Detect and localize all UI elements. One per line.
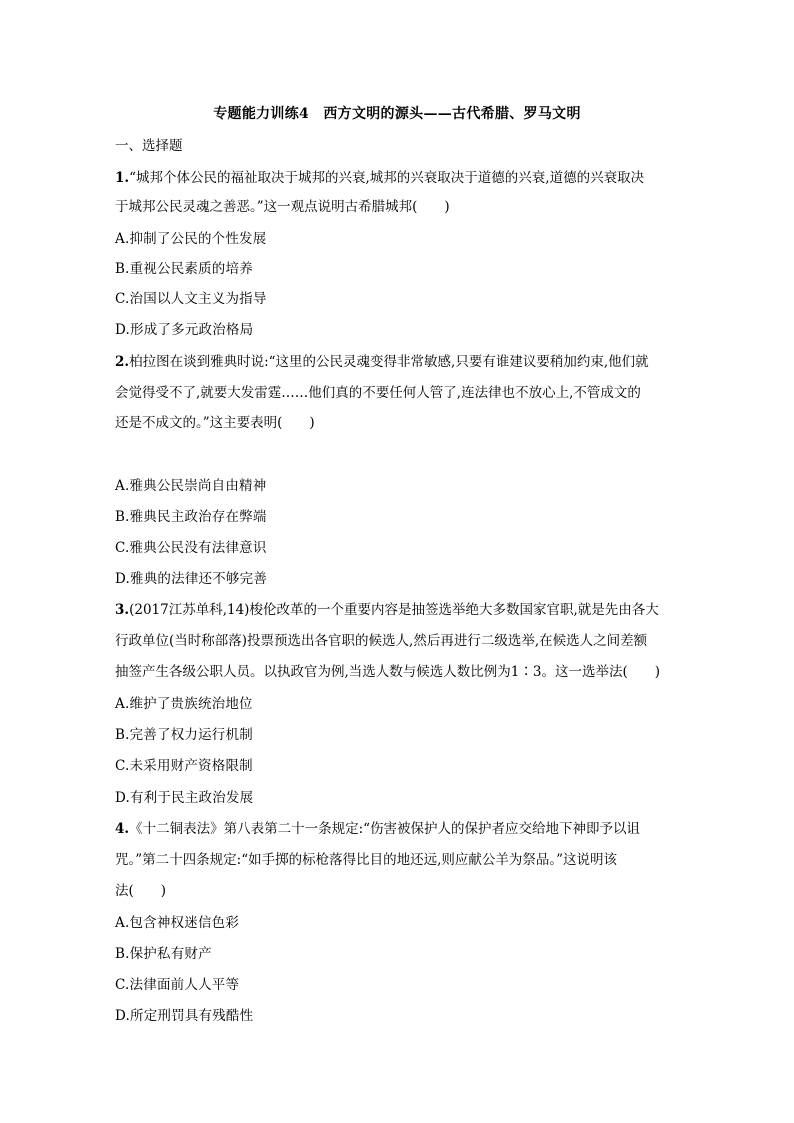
question-1-line-1: 1.“城邦个体公民的福祉取决于城邦的兴衰,城邦的兴衰取决于道德的兴衰,道德的兴衰取决: [115, 170, 645, 186]
question-number: 1.: [115, 170, 130, 186]
question-1-option-b: B.重视公民素质的培养: [115, 261, 253, 277]
question-4-option-d: D.所定刑罚具有残酷性: [115, 1008, 254, 1024]
page-title: 专题能力训练4 西方文明的源头——古代希腊、罗马文明: [213, 106, 581, 122]
question-4-option-b: B.保护私有财产: [115, 946, 212, 962]
question-2-option-d: D.雅典的法律还不够完善: [115, 571, 268, 587]
question-3-option-b: B.完善了权力运行机制: [115, 727, 253, 743]
question-1-option-d: D.形成了多元政治格局: [115, 322, 254, 338]
question-3-option-a: A.维护了贵族统治地位: [115, 696, 253, 712]
question-4-option-a: A.包含神权迷信色彩: [115, 915, 240, 931]
question-1-option-a: A.抑制了公民的个性发展: [115, 231, 267, 247]
question-3-option-c: C.未采用财产资格限制: [115, 758, 253, 774]
question-4-line-1: 4.《十二铜表法》第八表第二十一条规定:“伤害被保护人的保护者应交给地下神即予以诅: [115, 821, 641, 837]
question-1-option-c: C.治国以人文主义为指导: [115, 291, 267, 307]
question-2-option-a: A.雅典公民崇尚自由精神: [115, 478, 267, 494]
question-2-line-2: 会觉得受不了,就要大发雷霆……他们真的不要任何人管了,连法律也不放心上,不管成文的: [115, 385, 641, 401]
question-2-line-1: 2.柏拉图在谈到雅典时说:“这里的公民灵魂变得非常敏感,只要有谁建议要稍加约束,他们就: [115, 354, 649, 370]
section-heading: 一、选择题: [115, 138, 183, 154]
question-3-line-1: 3.(2017江苏单科,14)梭伦改革的一个重要内容是抽签选举绝大多数国家官职,就是先由各大: [115, 602, 659, 618]
question-4-line-2: 咒。”第二十四条规定:“如手掷的标枪落得比目的地还远,则应献公羊为祭品。”这说明该: [115, 852, 618, 868]
question-3-line-3: 抽签产生各级公职人员。以执政官为例,当选人数与候选人数比例为1∶3。这一选举法( ): [115, 664, 661, 680]
question-number: 3.: [115, 602, 130, 618]
question-2-option-b: B.雅典民主政治存在弊端: [115, 509, 267, 525]
question-4-line-3: 法( ): [115, 883, 167, 899]
question-2-option-c: C.雅典公民没有法律意识: [115, 540, 267, 556]
question-4-option-c: C.法律面前人人平等: [115, 977, 240, 993]
question-number: 4.: [115, 821, 130, 837]
question-3-option-d: D.有利于民主政治发展: [115, 790, 254, 806]
question-1-line-2: 于城邦公民灵魂之善恶。”这一观点说明古希腊城邦( ): [115, 199, 450, 215]
question-number: 2.: [115, 354, 130, 370]
question-3-line-2: 行政单位(当时称部落)投票预选出各官职的候选人,然后再进行二级选举,在候选人之间差额: [115, 633, 648, 649]
question-2-line-3: 还是不成文的。”这主要表明( ): [115, 415, 315, 431]
